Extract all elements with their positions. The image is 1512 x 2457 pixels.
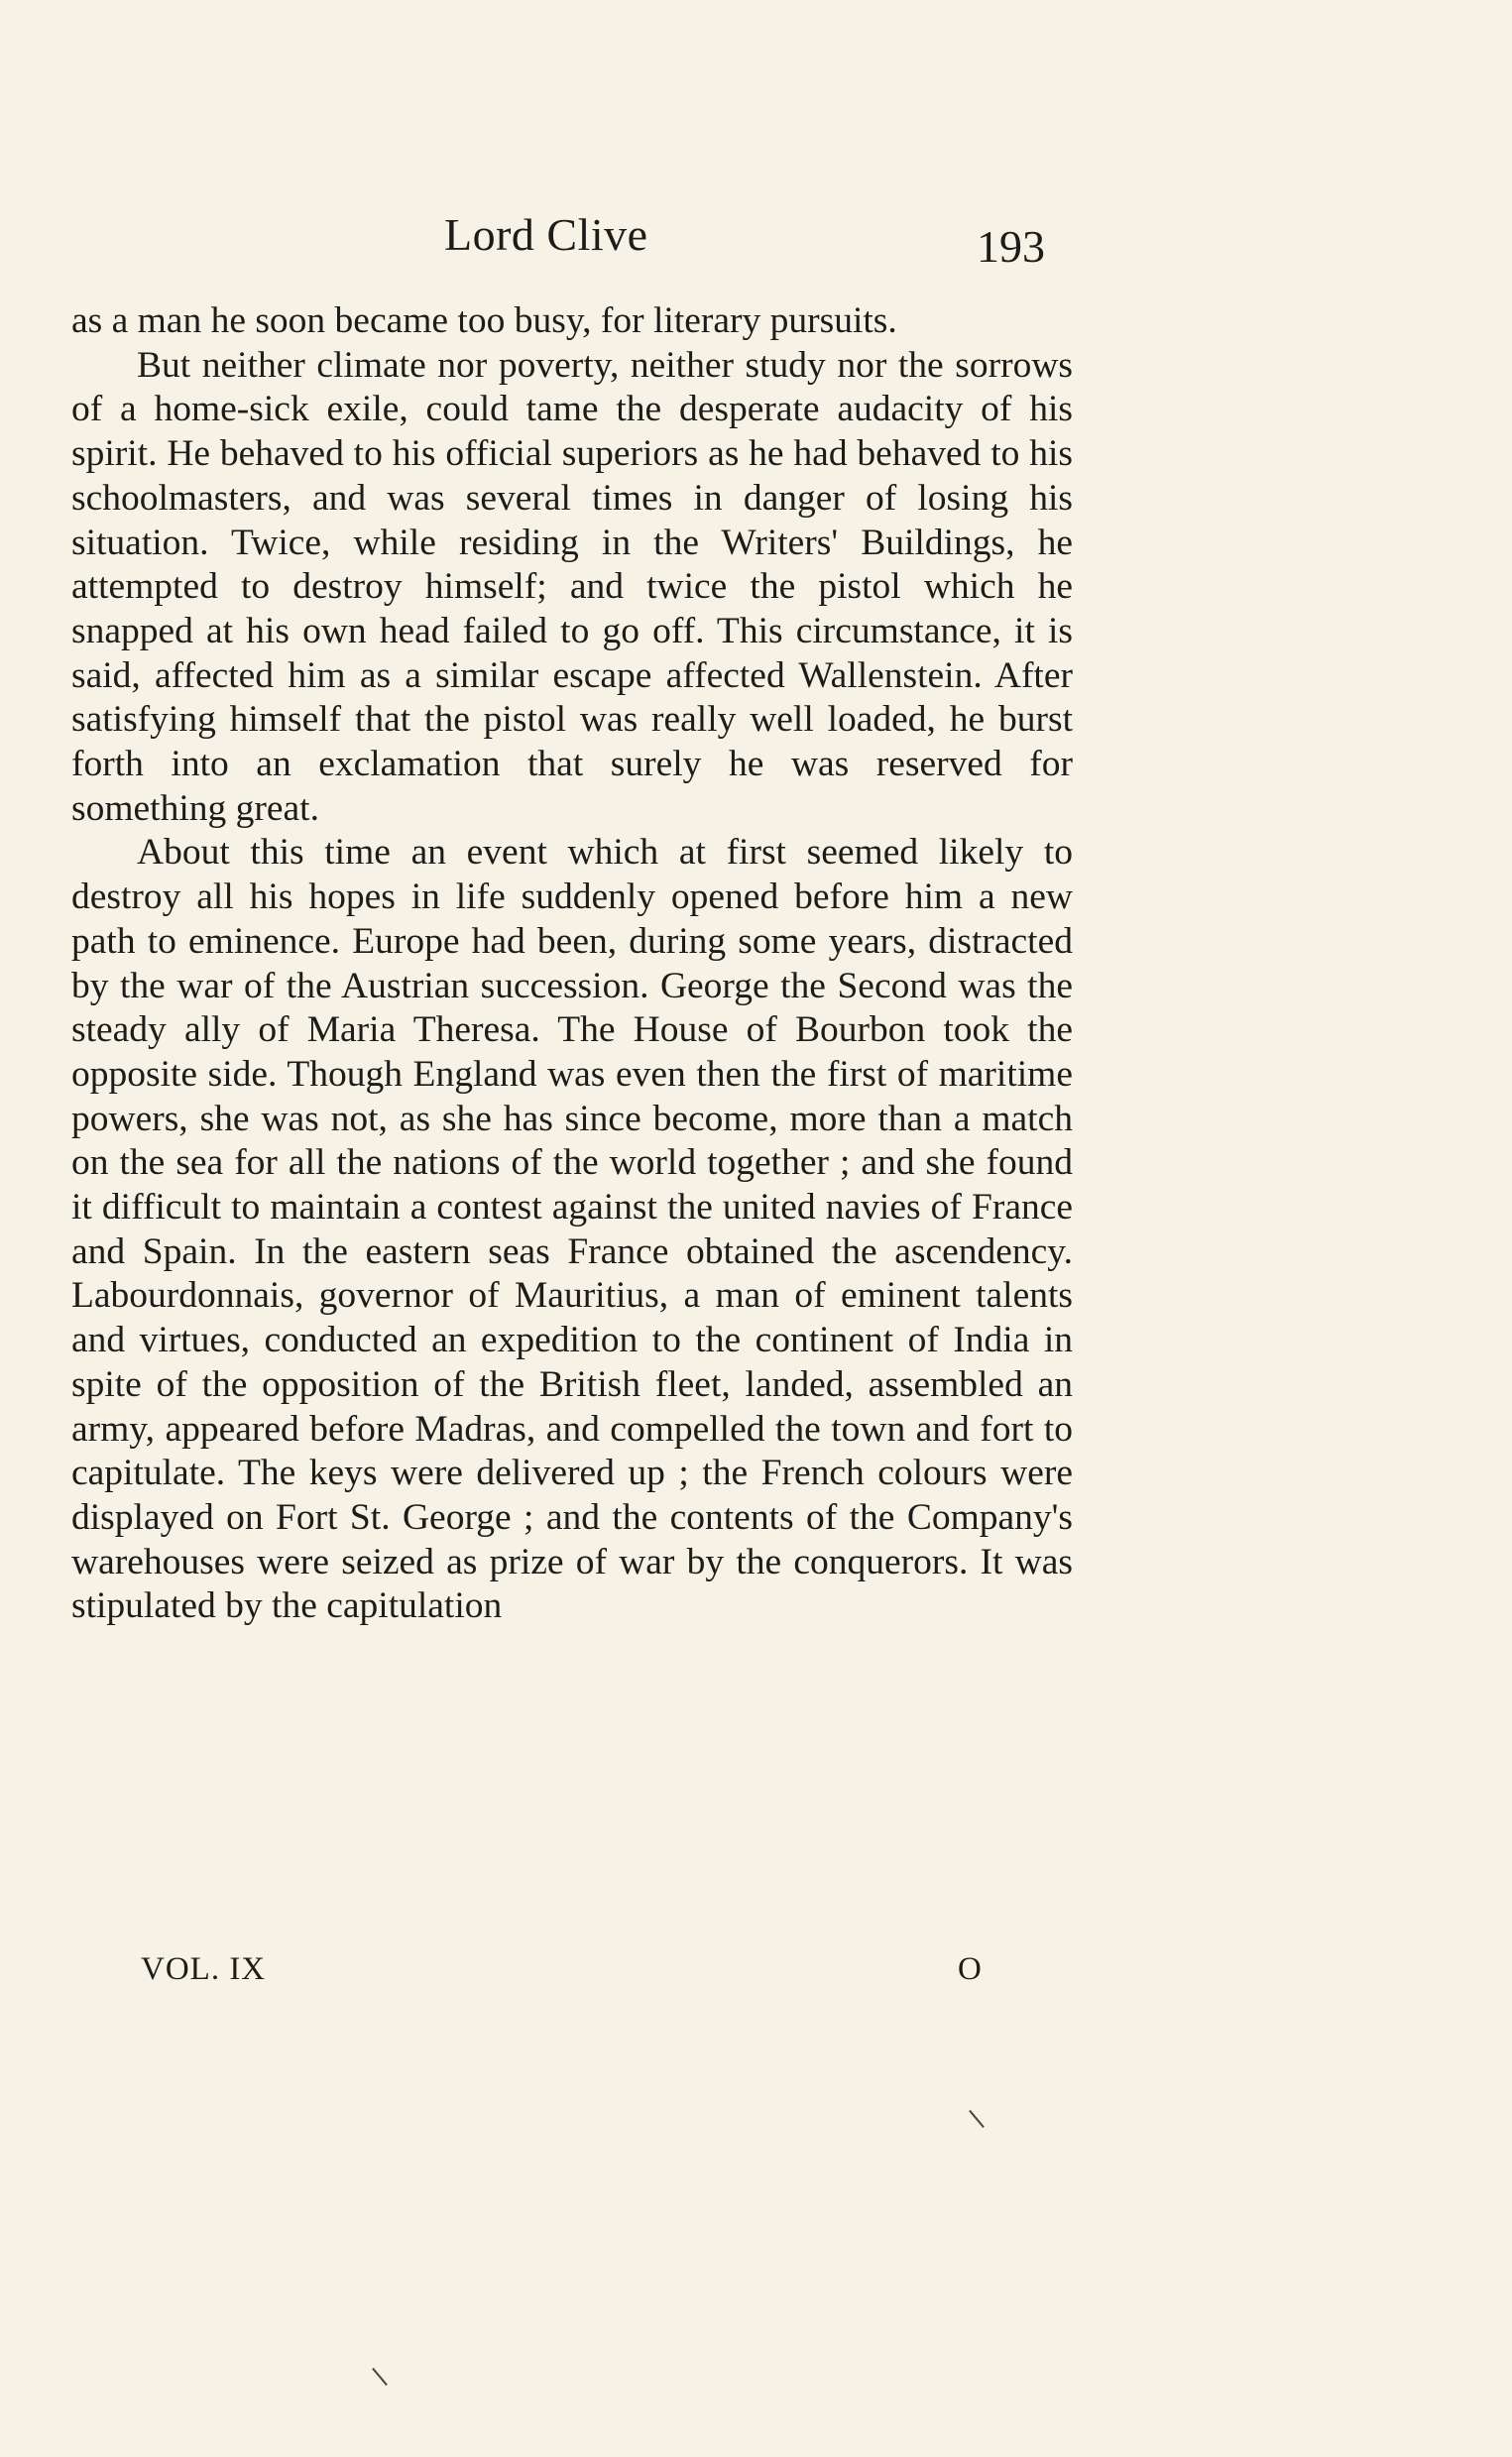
paragraph: About this time an event which at first seemed likely to destroy all his hopes in life suddenly opened before him a new path to eminence. Europe had been, during some years, distracted by the war of the Austrian succession. George the Second was the steady ally of Maria Theresa. The House of Bourbon took the opposite side. Though England was even then the first of maritime powers, she was not, as she has since become, more than a match on the sea for all the nations of the world together ; and she found it difficult to maintain a contest against the united navies of France and Spain. In the eastern seas France obtained the ascendency. Labourdonnais, governor of Mauritius, a man of eminent talents and virtues, conducted an expedition to the continent of India in spite of the opposition of the British fleet, landed, assembled an army, appeared before Madras, and compelled the town and fort to capitulate. The keys were delivered up ; the French colours were displayed on Fort St. George ; and the contents of the Company's warehouses were seized as prize of war by the conquerors. It was stipulated by the capitulation — [71, 832, 1073, 1627]
paragraph: as a man he soon became too busy, for literary pursuits. — [71, 300, 897, 341]
page-number: 193 — [977, 221, 1045, 272]
ink-mark — [969, 2110, 985, 2128]
footer-volume: VOL. IX — [141, 1951, 267, 1987]
paragraph: But neither climate nor poverty, neither study nor the sorrows of a home-sick exile, could tame the desperate audacity of his spirit. He behaved to his official superiors as he had behaved to his schoolmasters, and was several times in danger of losing his situation. Twice, while residing in the Writers' Buildings, he attempted to destroy himself; and twice the pistol which he snapped at his own head failed to go off. This circumstance, it is said, affected him as a similar escape affected Wallenstein. After satisfying himself that the pistol was really well loaded, he burst forth into an exclamation that surely he was reserved for something great. — [71, 344, 1073, 829]
body-text — [71, 299, 1073, 1629]
ink-mark — [372, 2368, 388, 2386]
running-head-title: Lord Clive — [444, 209, 648, 260]
footer-signature: O — [958, 1951, 982, 1987]
